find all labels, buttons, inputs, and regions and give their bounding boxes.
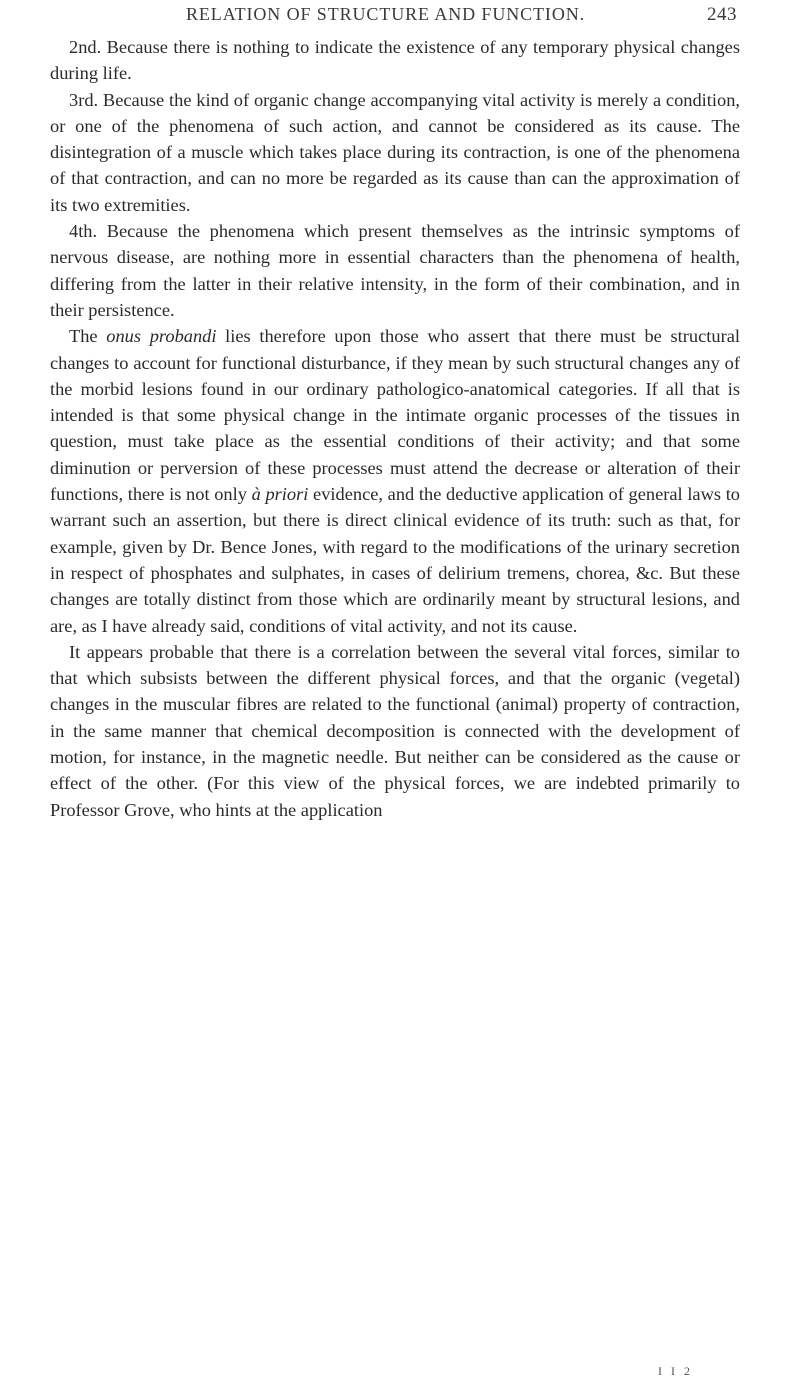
emphasis-a-priori: à priori — [251, 484, 309, 505]
paragraph-fourth-reason — [50, 218, 740, 323]
signature-mark: I I 2 — [658, 1364, 693, 1378]
emphasis-onus-probandi: onus probandi — [106, 326, 217, 347]
paragraph-text-after: evidence, and the deductive application of general laws to warrant such an assertion, but there is direct clinical evidence of its truth: such as that, for example, given by Dr. Bence Jones, with regard to the modifications of the urinary secretion in respect of phosphates and sulphates, in cases of delirium tremens, chorea, &c. But these changes are totally distinct from those which are ordinarily meant by structural lesions, and are, as I have already said, conditions of vital activity, and not its cause. — [50, 484, 740, 636]
running-title: RELATION OF STRUCTURE AND FUNCTION. — [186, 4, 586, 24]
page-number: 243 — [707, 4, 737, 25]
paragraph-onus-probandi — [50, 323, 740, 639]
paragraph-text-before: The — [69, 326, 107, 347]
paragraph-text: 2nd. Because there is nothing to indicate the existence of any temporary physical changes during life. — [50, 37, 740, 84]
paragraph-text: 4th. Because the phenomena which present themselves as the intrinsic symptoms of nervous disease, are nothing more in essential characters than the phenomena of health, differing from the latter in their relative intensity, in the form of their combination, and in their persistence. — [50, 221, 740, 320]
paragraph-text-middle: lies therefore upon those who assert that there must be structural changes to account for functional disturbance, if they mean by such structural changes any of the morbid lesions found in our ordinary pathologico-anatomical categories. If all that is intended is that some physical change in the intimate organic processes of the tissues in question, must take place as the essential conditions of their activity; and that some diminution or perversion of these processes must attend the decrease or alteration of their functions, there is not only — [50, 326, 740, 505]
paragraph-second-reason — [50, 34, 740, 87]
paragraph-third-reason — [50, 87, 740, 218]
paragraph-text: 3rd. Because the kind of organic change accompanying vital activity is merely a condition, or one of the phenomena of such action, and cannot be considered as its cause. The disintegration of a muscle which takes place during its contraction, is one of the phenomena of that contraction, and can no more be regarded as its cause than can the approximation of its two extremities. — [50, 89, 740, 215]
paragraph-text: It appears probable that there is a correlation between the several vital forces, similar to that which subsists between the different physical forces, and that the organic (vegetal) changes in the muscular fibres are related to the functional (animal) property of contraction, in the same manner that chemical decomposition is connected with the development of motion, for instance, in the magnetic needle. But neither can be considered as the cause or effect of the other. (For this view of the physical forces, we are indebted primarily to Professor Grove, who hints at the application — [50, 641, 740, 820]
body-text — [50, 34, 740, 823]
paragraph-correlation — [50, 639, 740, 823]
running-head — [0, 4, 800, 28]
